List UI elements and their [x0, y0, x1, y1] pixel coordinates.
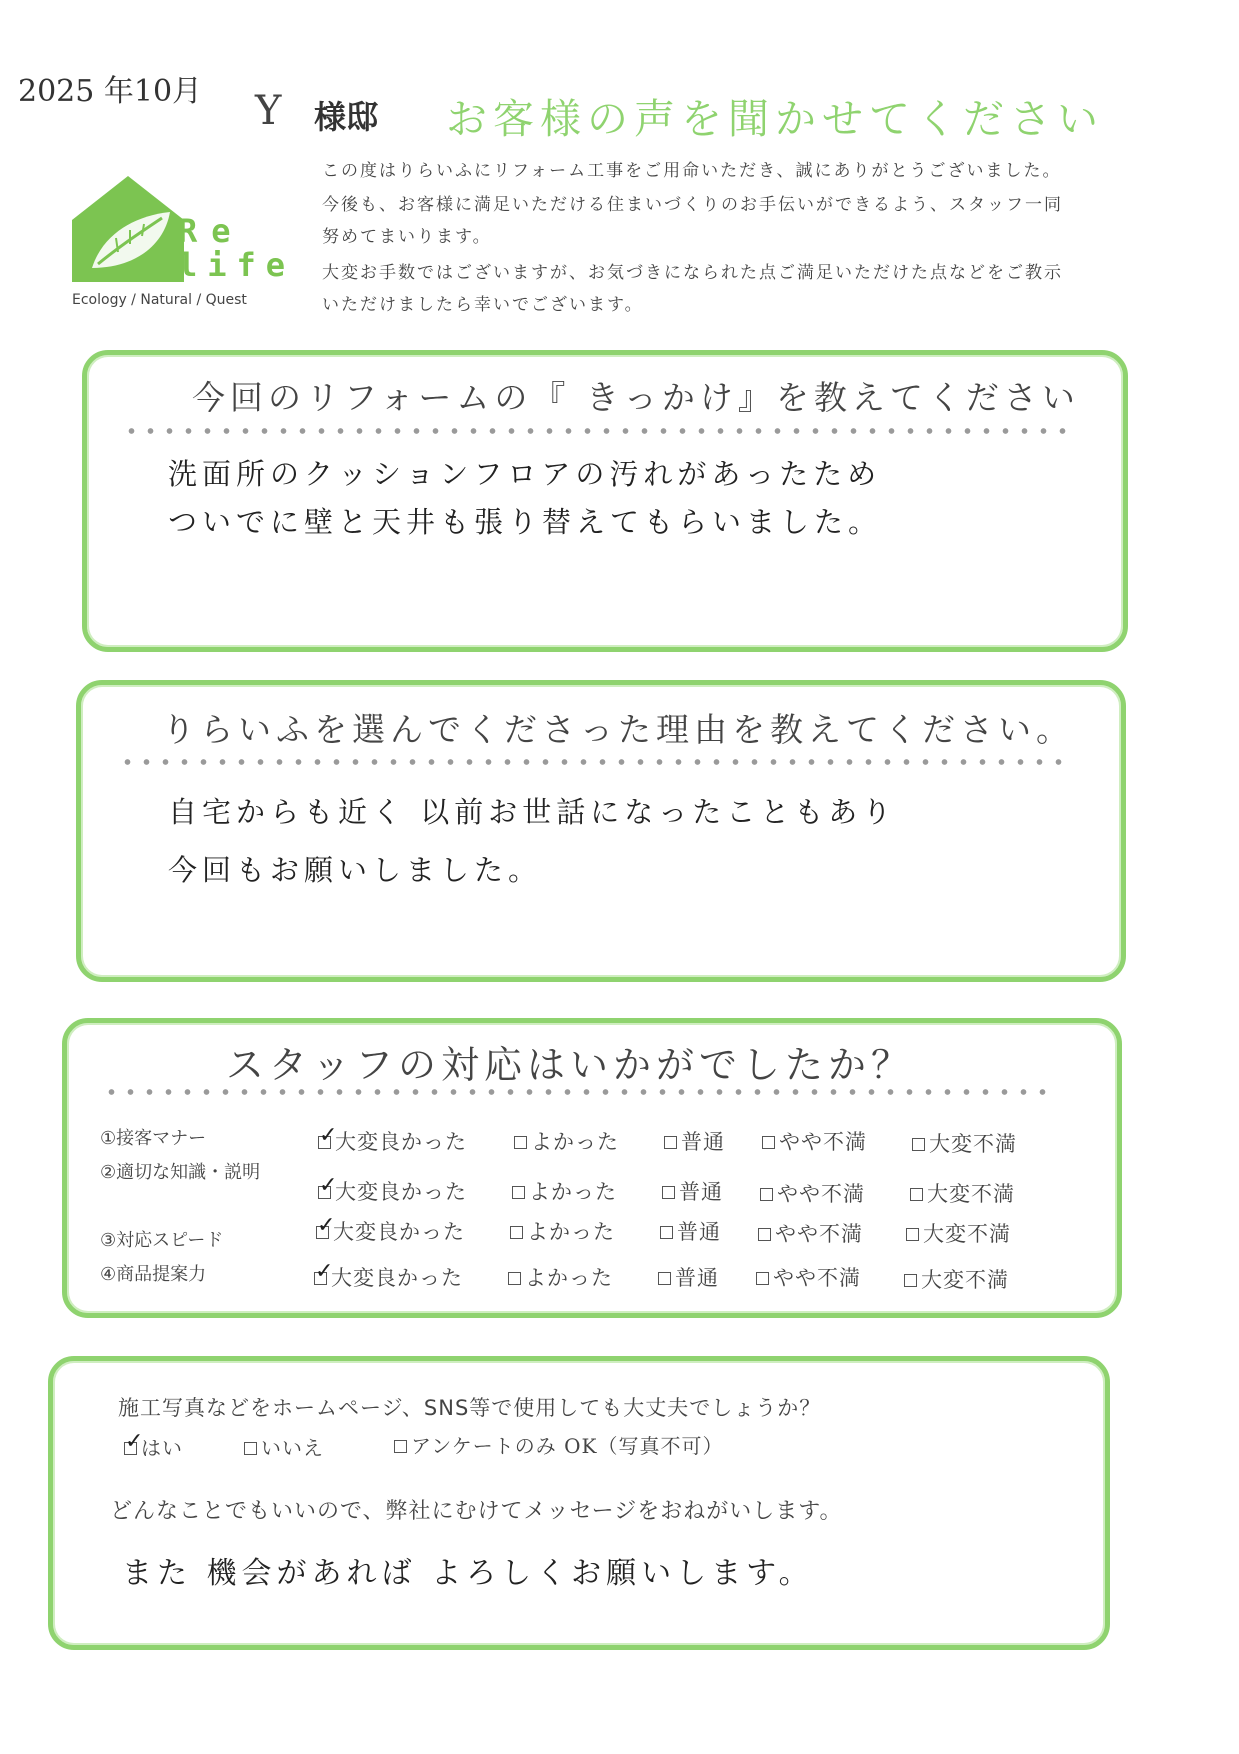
- rating-option[interactable]: よかった: [508, 1262, 613, 1292]
- logo-line-2: life: [178, 246, 296, 284]
- rating-option[interactable]: 普通: [660, 1216, 721, 1246]
- logo-tagline: Ecology / Natural / Quest: [72, 292, 247, 308]
- photo-option-yes[interactable]: ✓はい: [124, 1432, 183, 1461]
- dotted-divider: [102, 1088, 1052, 1096]
- rating-option[interactable]: 普通: [662, 1176, 723, 1206]
- rating-option[interactable]: ✓大変良かった: [314, 1262, 463, 1292]
- logo-line-1: Re: [178, 212, 245, 250]
- rating-label-speed: ③対応スピード: [100, 1230, 224, 1251]
- rating-option[interactable]: やや不満: [762, 1126, 867, 1156]
- page-title: お客様の声を聞かせてください: [446, 95, 1104, 143]
- rating-option[interactable]: ✓大変良かった: [318, 1126, 467, 1156]
- message-prompt: どんなことでもいいので、弊社にむけてメッセージをおねがいします。: [110, 1499, 843, 1524]
- intro-line-2: 今後も、お客様に満足いただける住まいづくりのお手伝いができるよう、スタッフ一同: [322, 195, 1063, 215]
- rating-label-proposal: ④商品提案力: [100, 1264, 207, 1285]
- rating-option[interactable]: 大変不満: [912, 1128, 1017, 1158]
- rating-option[interactable]: 大変不満: [910, 1178, 1015, 1208]
- intro-line-3: 努めてまいります。: [322, 227, 492, 247]
- question-staff-title: スタッフの対応はいかがでしたか？: [226, 1043, 915, 1087]
- question-trigger-title: 今回のリフォームの『 きっかけ』を教えてください: [192, 378, 1080, 417]
- rating-option[interactable]: やや不満: [758, 1218, 863, 1248]
- photo-permission-question: 施工写真などをホームページ、SNS等で使用しても大丈夫でしょうか？: [118, 1396, 822, 1420]
- rating-option[interactable]: よかった: [514, 1126, 619, 1156]
- house-leaf-icon: [72, 176, 184, 282]
- rating-option[interactable]: 大変不満: [906, 1218, 1011, 1248]
- answer-reason-line-2: 今回もお願いしました。: [168, 853, 543, 887]
- dotted-divider: [122, 427, 1068, 435]
- rating-option[interactable]: 普通: [664, 1126, 725, 1156]
- rating-label-manner: ①接客マナー: [100, 1128, 207, 1149]
- rating-option[interactable]: ✓大変良かった: [316, 1216, 465, 1246]
- rating-option[interactable]: 大変不満: [904, 1264, 1009, 1294]
- answer-reason-line-1: 自宅からも近く 以前お世話になったこともあり: [168, 795, 897, 829]
- intro-line-4: 大変お手数ではございますが、お気づきになられた点ご満足いただけた点などをご教示: [322, 263, 1063, 283]
- dotted-divider: [118, 758, 1064, 766]
- customer-initial: Y: [255, 88, 282, 134]
- survey-date: 2025 年10月: [18, 74, 203, 109]
- rating-option[interactable]: やや不満: [760, 1178, 865, 1208]
- photo-option-survey-only[interactable]: アンケートのみ OK（写真不可）: [394, 1430, 724, 1459]
- intro-line-1: この度はりらいふにリフォーム工事をご用命いただき、誠にありがとうございました。: [322, 161, 1062, 181]
- answer-trigger-line-2: ついでに壁と天井も張り替えてもらいました。: [168, 505, 883, 539]
- rating-option[interactable]: やや不満: [756, 1262, 861, 1292]
- rating-option[interactable]: よかった: [510, 1216, 615, 1246]
- question-reason-title: りらいふを選んでくださった理由を教えてください。: [162, 710, 1074, 749]
- rating-option[interactable]: ✓大変良かった: [318, 1176, 467, 1206]
- rating-option[interactable]: よかった: [512, 1176, 617, 1206]
- rating-option[interactable]: 普通: [658, 1262, 719, 1292]
- answer-trigger-line-1: 洗面所のクッションフロアの汚れがあったため: [168, 457, 882, 491]
- customer-suffix: 様邸: [314, 98, 379, 136]
- customer-message: また 機会があれば よろしくお願いします。: [122, 1556, 814, 1591]
- photo-option-no[interactable]: いいえ: [244, 1432, 324, 1461]
- intro-line-5: いただけましたら幸いでございます。: [322, 295, 644, 315]
- rating-label-knowledge: ②適切な知識・説明: [100, 1162, 261, 1183]
- relife-logo: [72, 176, 296, 316]
